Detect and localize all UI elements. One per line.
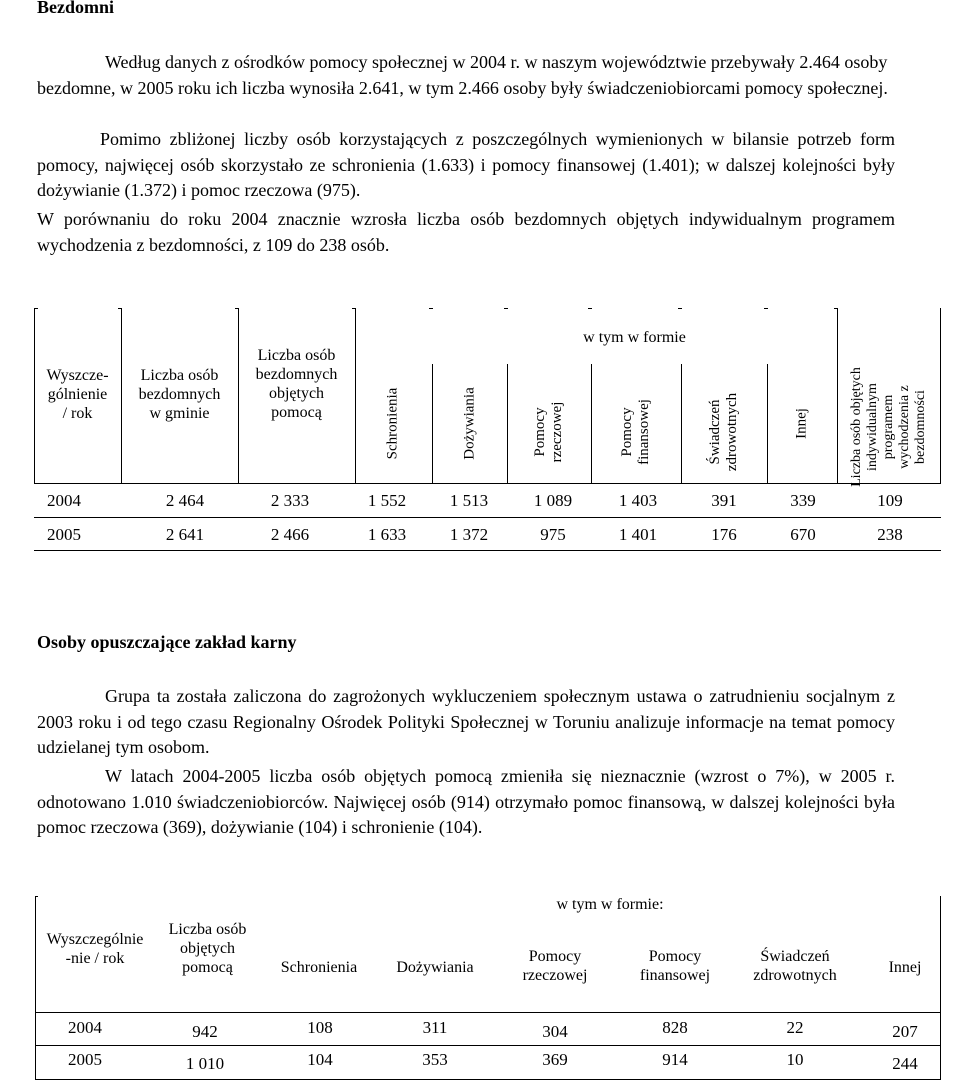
header-financial: Pomocy finansowej [639,948,711,984]
header-other: Innej [793,408,810,439]
cell-shelter: 1 552 [367,491,407,510]
header-helped-count: Liczba osób bezdomnych objętych pomocą [255,347,338,421]
cell-helped: 2 333 [270,491,310,510]
cell-program: 238 [877,525,903,544]
paragraph-prisoners-stats-text: W latach 2004-2005 liczba osób objętych pomocą zmieniła się nieznacznie (wzrost o 7%), w 2005 r. odnotowano 1.010 świadczeniobiorców. Najwięcej osób (914) otrzymało pomoc finansową, w dalszej kolejności była pomoc rzeczowa (369), dożywianie (104) i schronienie (104). [37,766,895,837]
cell-health: 391 [711,491,737,510]
cell-helped: 2 466 [270,525,310,544]
cell-financial: 914 [662,1050,688,1069]
cell-financial: 1 403 [618,491,658,510]
cell-helped: 942 [192,1022,218,1041]
cell-other: 339 [790,491,816,510]
header-material: Pomocy rzeczowej [532,401,565,463]
cell-other: 207 [892,1022,918,1041]
paragraph-homeless-intro [37,50,895,101]
section-title-homeless: Bezdomni [37,0,115,17]
header-shelter: Schronienia [280,959,358,976]
header-material: Pomocy rzeczowej [522,948,588,984]
cell-material: 304 [542,1022,568,1041]
header-helped-count: Liczba osób objętych pomocą [168,921,247,976]
header-health: Świadczeń zdrowotnych [753,948,837,984]
header-meals: Dożywiania [396,959,474,976]
header-program: Liczba osób objętych indywidualnym programem wychodzenia z bezdomności [849,367,928,487]
cell-homeless: 2 641 [165,525,205,544]
paragraph-homeless-intro-text: Według danych z ośrodków pomocy społecznej w 2004 r. w naszym województwie przebywały 2.464 osoby bezdomne, w 2005 roku ich liczba wynosiła 2.641, w tym 2.466 osoby były świadczeniobiorcami pomocy społecznej. [37,52,888,98]
paragraph-prisoners-intro [37,684,895,761]
header-spec: Wyszczególnie -nie / rok [46,931,144,967]
cell-shelter: 104 [307,1050,333,1069]
cell-material: 369 [542,1050,568,1069]
cell-year: 2004 [47,491,81,510]
cell-year: 2005 [47,525,81,544]
header-health: Świadczeń zdrowotnych [707,392,740,472]
header-spec: Wyszcze- gólnienie / rok [46,367,109,422]
header-homeless-count: Liczba osób bezdomnych w gminie [138,367,221,422]
cell-other: 244 [892,1054,918,1073]
paragraph-prisoners-intro-text: Grupa ta została zaliczona do zagrożonych wykluczeniem społecznym ustawa o zatrudnieniu socjalnym z 2003 roku i od tego czasu Regionalny Ośrodek Polityki Społecznej w Toruniu analizuje informacje na temat pomocy udzielanej tym osobom. [37,686,895,757]
header-meals: Dożywiania [461,387,478,460]
cell-material: 1 089 [533,491,573,510]
cell-financial: 1 401 [618,525,658,544]
cell-health: 22 [786,1018,804,1037]
cell-year: 2005 [68,1050,102,1069]
section-title-ex-prisoners: Osoby opuszczające zakład karny [37,632,297,652]
cell-meals: 311 [422,1018,448,1037]
header-financial: Pomocy finansowej [619,399,652,465]
cell-financial: 828 [662,1018,688,1037]
cell-health: 176 [711,525,737,544]
cell-homeless: 2 464 [165,491,205,510]
cell-helped: 1 010 [185,1054,225,1073]
header-shelter: Schronienia [384,387,401,460]
cell-shelter: 1 633 [367,525,407,544]
paragraph-homeless-forms-text: Pomimo zbliżonej liczby osób korzystających z poszczególnych wymienionych w bilansie potrzeb form pomocy, najwięcej osób skorzystało ze schronienia (1.633) i pomocy finansowej (1.401); w dalszej kolejności były dożywianie (1.372) i pomoc rzeczowa (975). [37,129,895,200]
cell-program: 109 [877,491,903,510]
cell-meals: 353 [422,1050,448,1069]
cell-other: 670 [790,525,816,544]
cell-health: 10 [786,1050,804,1069]
header-other: Innej [888,959,922,976]
paragraph-homeless-program [37,207,895,258]
cell-meals: 1 372 [449,525,489,544]
paragraph-homeless-forms [37,127,895,204]
header-group-forms: w tym w formie [583,329,686,346]
cell-shelter: 108 [307,1018,333,1037]
cell-year: 2004 [68,1018,102,1037]
paragraph-prisoners-stats [37,764,895,841]
header-group-forms: w tym w formie: [556,896,664,913]
cell-material: 975 [540,525,566,544]
paragraph-homeless-program-text: W porównaniu do roku 2004 znacznie wzrosła liczba osób bezdomnych objętych indywidualnym programem wychodzenia z bezdomności, z 109 do 238 osób. [37,209,895,255]
cell-meals: 1 513 [449,491,489,510]
